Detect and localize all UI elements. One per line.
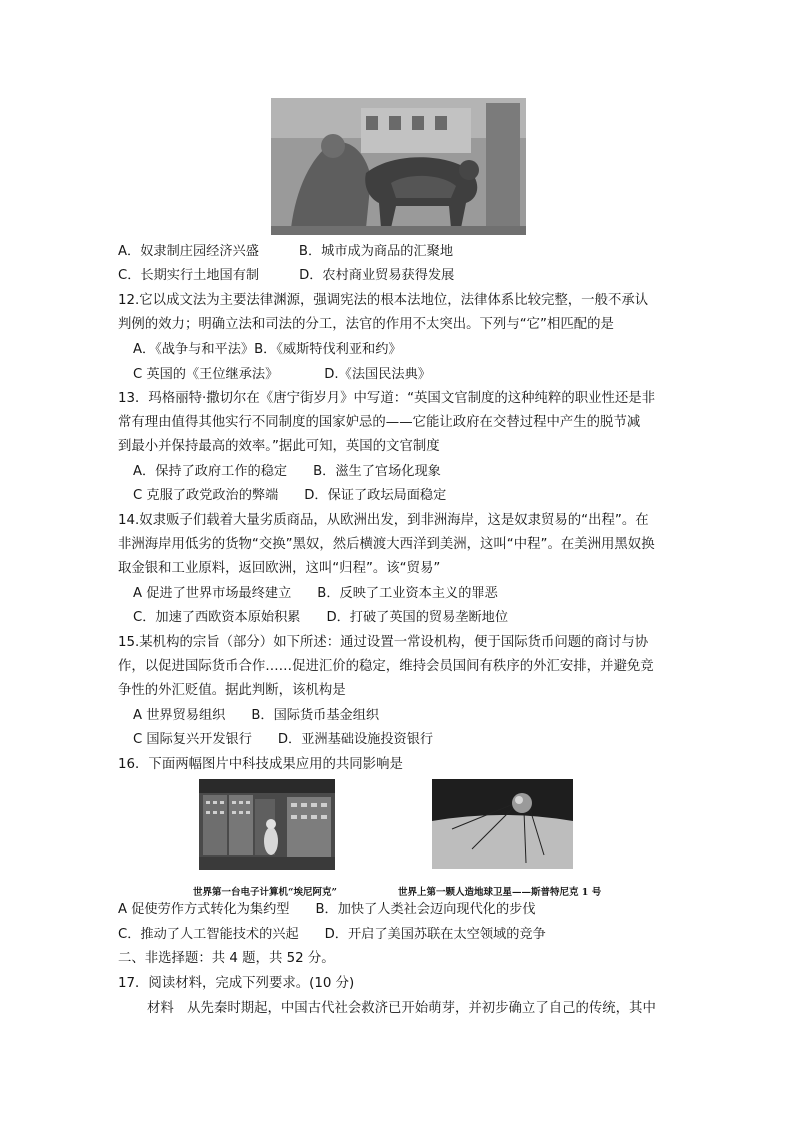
eniac-caption: 世界第一台电子计算机“埃尼阿克” bbox=[193, 887, 337, 898]
q14-option-c[interactable]: C．加速了西欧资本原始积累 bbox=[133, 610, 301, 625]
q15-option-b[interactable]: B．国际货币基金组织 bbox=[251, 708, 380, 723]
q12-option-d[interactable]: D.《法国民法典》 bbox=[324, 367, 431, 382]
q15-options-row1 bbox=[133, 707, 379, 725]
eniac-illustration bbox=[199, 779, 335, 870]
q17-stem-line1: 17．阅读材料，完成下列要求。(10 分) bbox=[118, 976, 355, 991]
q14-options-row1 bbox=[133, 585, 498, 603]
q15-stem-line2: 作，以促进国际货币合作……促进汇价的稳定，维持会员国间有秩序的外汇安排，并避免竞 bbox=[118, 659, 654, 674]
q13-option-d[interactable]: D．保证了政坛局面稳定 bbox=[304, 488, 447, 503]
sputnik-illustration bbox=[432, 779, 573, 869]
q16-option-a[interactable]: A 促使劳作方式转化为集约型 bbox=[118, 902, 290, 917]
q16-option-d[interactable]: D．开启了美国苏联在太空领域的竞争 bbox=[324, 927, 546, 942]
q12-option-c[interactable]: C 英国的《王位继承法》 bbox=[133, 367, 279, 382]
q15-stem-line1: 15.某机构的宗旨（部分）如下所述：通过设置一常设机构，便于国际货币问题的商讨与协 bbox=[118, 635, 649, 650]
section2-heading: 二、非选择题：共 4 题，共 52 分。 bbox=[118, 951, 335, 966]
q13-stem-line1: 13．玛格丽特·撒切尔在《唐宁街岁月》中写道：“英国文官制度的这种纯粹的职业性还是非 bbox=[118, 391, 656, 406]
q11-option-d[interactable]: D．农村商业贸易获得发展 bbox=[299, 268, 455, 283]
q13-options-row1 bbox=[133, 463, 441, 481]
q13-option-b[interactable]: B．滋生了官场化现象 bbox=[313, 464, 441, 479]
q13-option-a[interactable]: A．保持了政府工作的稳定 bbox=[133, 464, 288, 479]
q15-options-row2 bbox=[133, 731, 433, 749]
q12-options-row2 bbox=[133, 366, 431, 384]
q14-stem-line1: 14.奴隶贩子们载着大量劣质商品，从欧洲出发，到非洲海岸，这是奴隶贸易的“出程”。在 bbox=[118, 513, 649, 528]
relief-image bbox=[271, 98, 526, 235]
relief-illustration bbox=[271, 98, 526, 235]
q11-option-b[interactable]: B．城市成为商品的汇聚地 bbox=[298, 244, 454, 259]
q16-options-row2 bbox=[118, 926, 546, 944]
q16-option-c[interactable]: C．推动了人工智能技术的兴起 bbox=[118, 927, 299, 942]
eniac-photo bbox=[199, 779, 335, 870]
q13-options-row2 bbox=[133, 487, 446, 505]
q14-options-row2 bbox=[133, 609, 508, 627]
q14-stem-line3: 取金银和工业原料，返回欧洲，这叫“归程”。该“贸易” bbox=[118, 561, 441, 576]
q13-stem-line2: 常有理由值得其他实行不同制度的国家妒忌的——它能让政府在交替过程中产生的脱节减 bbox=[118, 415, 641, 430]
q15-stem-line3: 争性的外汇贬值。据此判断，该机构是 bbox=[118, 683, 346, 698]
q11-options-row1 bbox=[118, 243, 453, 261]
q15-option-a[interactable]: A 世界贸易组织 bbox=[133, 708, 226, 723]
q14-option-d[interactable]: D．打破了英国的贸易垄断地位 bbox=[326, 610, 509, 625]
q14-option-b[interactable]: B．反映了工业资本主义的罪恶 bbox=[317, 586, 498, 601]
q11-option-a[interactable]: A．奴隶制庄园经济兴盛 bbox=[118, 244, 259, 259]
q12-stem-line1: 12.它以成文法为主要法律渊源，强调宪法的根本法地位，法律体系比较完整，一般不承认 bbox=[118, 293, 649, 308]
q14-option-a[interactable]: A 促进了世界市场最终建立 bbox=[133, 586, 292, 601]
q13-option-c[interactable]: C 克服了政党政治的弊端 bbox=[133, 488, 279, 503]
sputnik-photo bbox=[432, 779, 573, 869]
q17-material-line1: 材料 从先秦时期起，中国古代社会救济已开始萌芽，并初步确立了自己的传统，其中 bbox=[147, 1001, 656, 1016]
q12-stem-line2: 判例的效力；明确立法和司法的分工，法官的作用不太突出。下列与“它”相匹配的是 bbox=[118, 317, 614, 332]
q16-stem: 16．下面两幅图片中科技成果应用的共同影响是 bbox=[118, 757, 403, 772]
sputnik-caption: 世界上第一颗人造地球卫星——斯普特尼克 1 号 bbox=[398, 887, 602, 898]
q13-stem-line3: 到最小并保持最高的效率。”据此可知，英国的文官制度 bbox=[118, 439, 440, 454]
q11-options-row2 bbox=[118, 267, 454, 285]
q11-option-c[interactable]: C．长期实行土地国有制 bbox=[118, 268, 260, 283]
q15-option-c[interactable]: C 国际复兴开发银行 bbox=[133, 732, 252, 747]
q15-option-d[interactable]: D．亚洲基础设施投资银行 bbox=[277, 732, 434, 747]
q14-stem-line2: 非洲海岸用低劣的货物“交换”黑奴，然后横渡大西洋到美洲，这叫“中程”。在美洲用黑奴换 bbox=[118, 537, 655, 552]
q16-options-row1 bbox=[118, 901, 536, 919]
q16-option-b[interactable]: B．加快了人类社会迈向现代化的步伐 bbox=[315, 902, 536, 917]
q12-option-ab[interactable]: A．《战争与和平法》B．《威斯特伐利亚和约》 bbox=[133, 342, 402, 357]
